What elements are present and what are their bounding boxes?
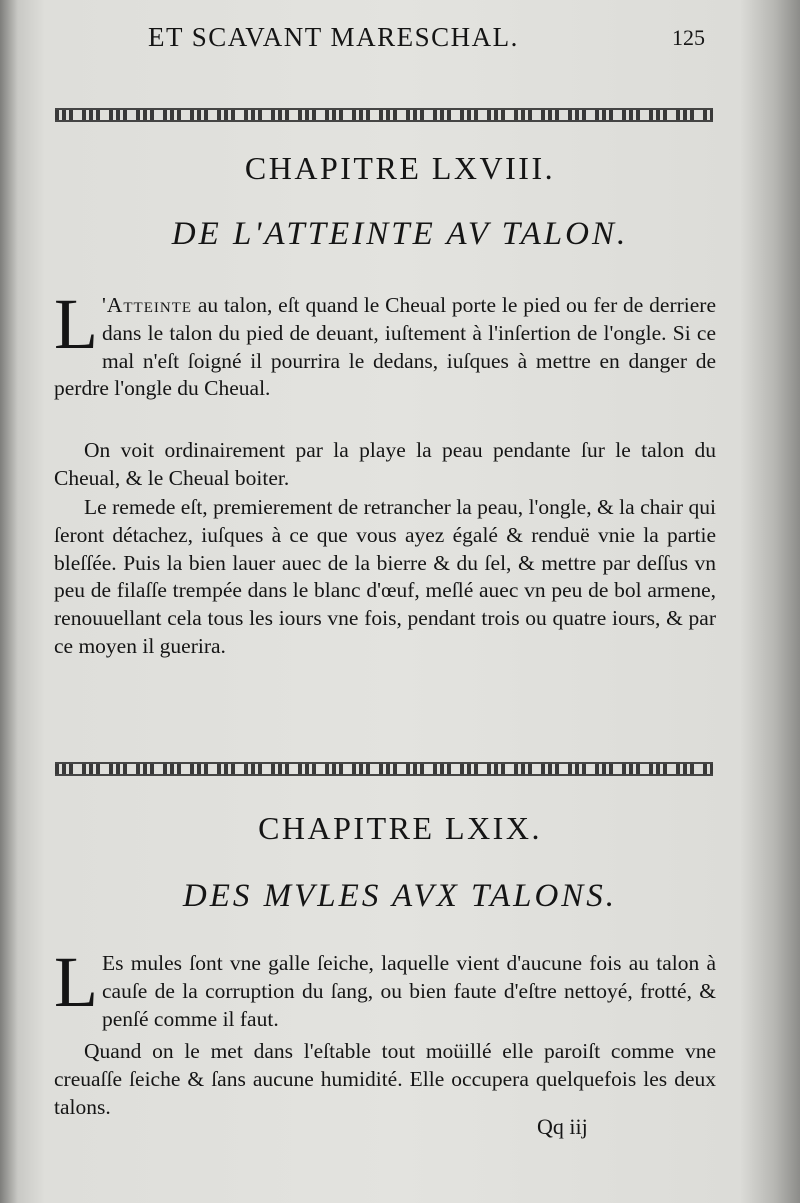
running-title: ET SCAVANT MARESCHAL. bbox=[148, 22, 519, 52]
paragraph-69-2: Quand on le met dans l'eſtable tout moüillé elle paroiſt comme vne creuaſſe ſeiche & ſans aucune humidité. Elle occupera quelquefois les deux talons. bbox=[54, 1039, 716, 1119]
chapter-heading-68: CHAPITRE LXVIII. bbox=[244, 150, 556, 186]
chapter-heading-69: CHAPITRE LXIX. bbox=[258, 810, 542, 846]
paragraph-68-1 bbox=[54, 284, 716, 403]
ornament-band-icon bbox=[55, 762, 713, 776]
ornament-band-icon bbox=[55, 108, 713, 122]
lead-smallcaps: 'Atteinte bbox=[101, 293, 193, 317]
signature-mark: Qq iij bbox=[537, 1114, 588, 1139]
paragraph-68-2: On voit ordinairement par la playe la peau pendante ſur le talon du Cheual, & le Cheual boiter. bbox=[54, 438, 716, 490]
paragraph-69-1 bbox=[54, 942, 716, 1033]
ornament-divider-middle bbox=[55, 758, 713, 780]
running-head bbox=[0, 22, 800, 58]
paragraph-text: au talon, eſt quand le Cheual porte le pied ou fer de derriere dans le talon du pied de deuant, iuſtement à l'inſertion de l'ongle. Si ce mal n'eſt ſoigné il pourrira le dedans, iuſques à mettre en danger de perdre l'ongle du Cheual. bbox=[54, 293, 716, 401]
paragraph-text: Es mules ſont vne galle ſeiche, laquelle vient d'aucune fois au talon à cauſe de la corruption du ſang, ou bien faute d'eſtre nettoyé, frotté, & penſé comme il faut. bbox=[101, 951, 716, 1031]
page-number: 125 bbox=[672, 25, 705, 50]
paragraph-68-3: Le remede eſt, premierement de retrancher la peau, l'ongle, & la chair qui ſeront détachez, iuſques à ce que vous ayez égalé & renduë vnie la partie bleſſée. Puis la bien lauer auec de la bierre & du ſel, & mettre par deſſus vn peu de filaſſe trempée dans le blanc d'œuf, meſlé auec vn peu de bol armene, renouuellant cela tous les iours vne fois, pendant trois ou quatre iours, & par ce moyen il guerira. bbox=[54, 495, 716, 658]
dropcap: L bbox=[54, 942, 98, 1022]
chapter-title-69: DES MVLES AVX TALONS. bbox=[182, 878, 618, 914]
dropcap: L bbox=[54, 284, 98, 364]
chapter-title-68: DE L'ATTEINTE AV TALON. bbox=[171, 216, 629, 252]
ornament-divider-top bbox=[55, 104, 713, 126]
